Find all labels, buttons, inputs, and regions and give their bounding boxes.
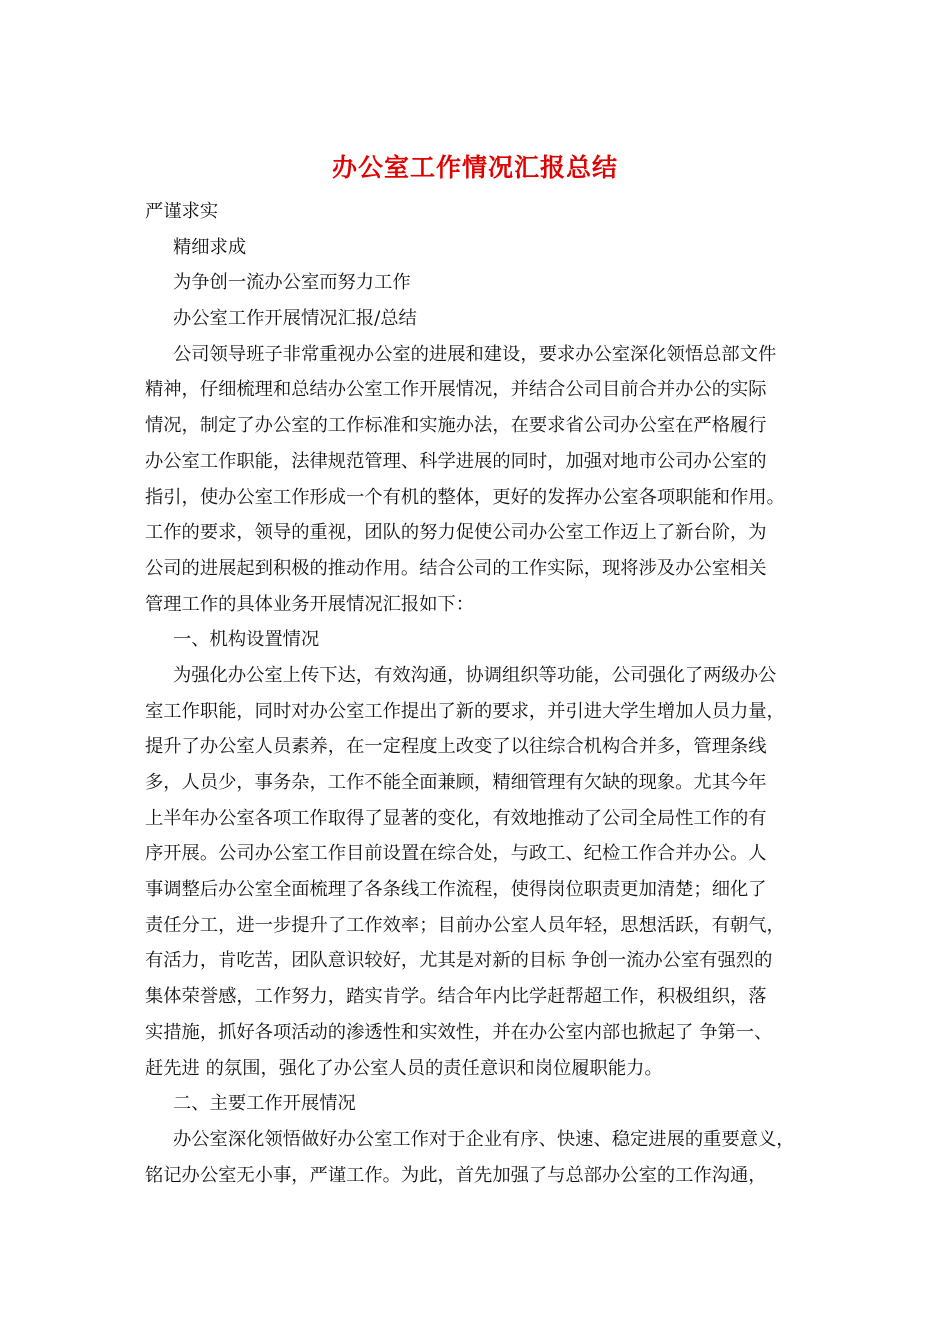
text-line: 办公室深化领悟做好办公室工作对于企业有序、快速、稳定进展的重要意义，: [173, 1128, 795, 1150]
text-line: 上半年办公室各项工作取得了显著的变化，有效地推动了公司全局性工作的有: [145, 807, 767, 829]
text-line: 情况，制定了办公室的工作标准和实施办法，在要求省公司办公室在严格履行: [145, 415, 767, 437]
text-line: 办公室工作开展情况汇报/总结: [173, 308, 417, 330]
text-line: 精细求成: [173, 236, 247, 258]
text-line: 责任分工，进一步提升了工作效率；目前办公室人员年轻，思想活跃，有朝气，: [145, 914, 785, 936]
text-line: 严谨求实: [145, 201, 219, 222]
text-line: 事调整后办公室全面梳理了各条线工作流程，使得岗位职责更加清楚；细化了: [145, 879, 767, 901]
text-line: 赶先进 的氛围，强化了办公室人员的责任意识和岗位履职能力。: [145, 1057, 663, 1079]
text-line: 有活力，肯吃苦，团队意识较好，尤其是对新的目标 争创一流办公室有强烈的: [145, 950, 773, 972]
text-line: 多，人员少，事务杂，工作不能全面兼顾，精细管理有欠缺的现象。尤其今年: [145, 772, 767, 793]
text-line: 工作的要求，领导的重视，团队的努力促使公司办公室工作迈上了新台阶，为: [145, 522, 767, 544]
text-line: 为强化办公室上传下达，有效沟通，协调组织等功能，公司强化了两级办公: [173, 664, 777, 686]
text-line: 公司领导班子非常重视办公室的进展和建设，要求办公室深化领悟总部文件: [173, 343, 777, 365]
text-line: 指引，使办公室工作形成一个有机的整体，更好的发挥办公室各项职能和作用。: [145, 486, 785, 508]
text-line: 实措施，抓好各项活动的渗透性和实效性，并在办公室内部也掀起了 争第一、: [145, 1021, 773, 1043]
text-line: 办公室工作职能，法律规范管理、科学进展的同时，加强对地市公司办公室的: [145, 450, 767, 472]
text-line: 二、主要工作开展情况: [173, 1093, 356, 1115]
text-line: 室工作职能，同时对办公室工作提出了新的要求，并引进大学生增加人员力量，: [145, 700, 785, 722]
document-title: 办公室工作情况汇报总结: [331, 153, 618, 182]
text-line: 为争创一流办公室而努力工作: [173, 272, 411, 294]
text-line: 一、机构设置情况: [173, 629, 320, 651]
document-body: [145, 194, 810, 1193]
text-line: 提升了办公室人员素养，在一定程度上改变了以往综合机构合并多，管理条线: [145, 736, 767, 758]
text-line: 公司的进展起到积极的推动作用。结合公司的工作实际，现将涉及办公室相关: [145, 557, 767, 579]
text-line: 序开展。公司办公室工作目前设置在综合处，与政工、纪检工作合并办公。人: [145, 843, 767, 865]
text-line: 集体荣誉感，工作努力，踏实肯学。结合年内比学赶帮超工作，积极组织，落: [145, 986, 767, 1008]
text-line: 精神，仔细梳理和总结办公室工作开展情况，并结合公司目前合并办公的实际: [145, 379, 767, 401]
text-line: 铭记办公室无小事，严谨工作。为此，首先加强了与总部办公室的工作沟通，: [145, 1164, 767, 1186]
text-line: 管理工作的具体业务开展情况汇报如下：: [145, 593, 475, 615]
